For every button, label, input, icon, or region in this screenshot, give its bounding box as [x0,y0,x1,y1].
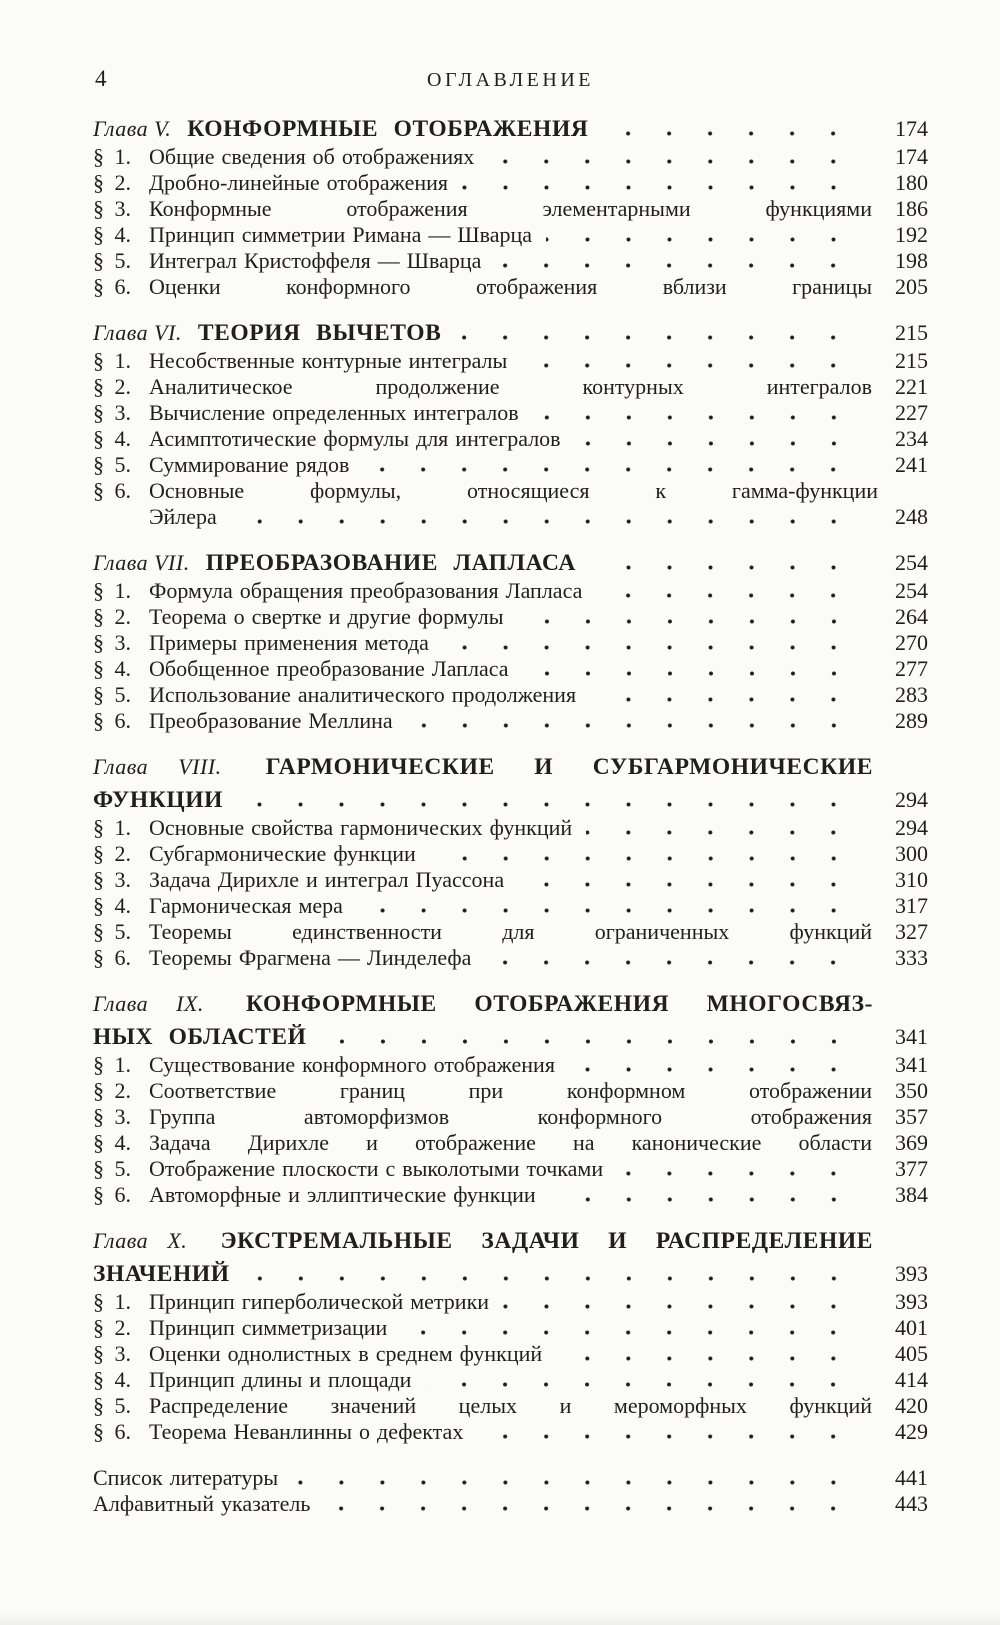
entry-title: Несобственные контурные интегралы [149,348,508,373]
section-mark: § 2. [93,170,131,195]
chapter-heading-line [93,1022,928,1052]
chapter-heading-line [93,318,928,348]
entry-title: Основные формулы, относящиеся к гамма-функции [149,478,878,503]
section-mark: § 4. [93,1367,131,1392]
toc-entry [93,1052,928,1078]
toc-entry [93,867,928,893]
entry-page-number: 270 [895,630,928,655]
chapter-heading-line [93,1226,928,1259]
chapter-number: Глава V. [93,116,172,141]
toc-entry [93,841,928,867]
toc-extra-entry [93,1491,928,1517]
chapter-page-number: 393 [895,1261,928,1286]
entry-title: Соответствие границ при конформном отображении [149,1078,872,1103]
entry-page-number: 350 [895,1078,928,1103]
entry-title: Принцип гиперболической метрики [149,1289,490,1314]
toc-entry [93,248,928,274]
chapter-title: ПРЕОБРАЗОВАНИЕ ЛАПЛАСА [205,550,576,576]
chapter-page-number: 341 [895,1024,928,1049]
dot-leader [430,856,872,861]
section-mark: § 2. [93,604,131,629]
section-mark: § 5. [93,919,131,944]
chapter-title: ЭКСТРЕМАЛЬНЫЕ ЗАДАЧИ И РАСПРЕДЕЛЕНИЕ [220,1228,874,1254]
dot-leader [546,237,872,242]
entry-page-number: 198 [895,248,928,273]
chapter-heading-line [93,114,928,144]
dot-leader [590,565,872,570]
toc-entry [93,144,928,170]
dot-leader [533,415,872,420]
section-mark: § 5. [93,1156,131,1181]
section-mark: § 4. [93,222,131,247]
section-mark: § 4. [93,1130,131,1155]
entry-page-number: 205 [895,274,928,299]
chapter-title: ГАРМОНИЧЕСКИЕ И СУБГАРМОНИЧЕСКИЕ [265,754,873,780]
dot-leader [425,1382,872,1387]
dot-leader [321,1039,872,1044]
entry-title: Субгармонические функции [149,841,416,866]
toc-chapter [93,989,928,1208]
entry-page-number: 227 [895,400,928,425]
section-mark: § 5. [93,452,131,477]
toc-entry [93,1130,928,1156]
entry-title: Примеры применения метода [149,630,429,655]
entry-title: Асимптотические формулы для интегралов [149,426,561,451]
entry-page-number: 277 [895,656,928,681]
dot-leader [586,830,872,835]
chapter-title: ТЕОРИЯ ВЫЧЕТОВ [197,320,442,346]
section-mark: § 2. [93,1315,131,1340]
entry-title: Теорема о свертке и другие формулы [149,604,504,629]
section-mark: § 4. [93,656,131,681]
toc-entry [93,400,928,426]
dot-leader [503,1304,872,1309]
toc-entry [93,196,928,222]
chapter-heading-line [93,989,928,1022]
dot-leader [518,882,872,887]
entry-page-number: 215 [895,348,928,373]
entry-title: Дробно-линейные отображения [149,170,449,195]
toc-extra-entry [93,1465,928,1491]
toc-entry [93,222,928,248]
entry-title: Основные свойства гармонических функций [149,815,573,840]
chapter-title-continued: ЗНАЧЕНИЙ [93,1261,230,1287]
page-header [93,64,928,96]
section-mark: § 3. [93,1341,131,1366]
entry-page-number: 369 [895,1130,928,1155]
chapter-page-number: 215 [895,320,928,345]
section-mark: § 1. [93,1289,131,1314]
chapter-title-continued: НЫХ ОБЛАСТЕЙ [93,1024,307,1050]
entry-title: Распределение значений целых и мероморфных функций [149,1393,872,1418]
section-mark: § 4. [93,426,131,451]
entry-page-number: 420 [895,1393,928,1418]
section-mark: § 6. [93,478,131,503]
toc-chapter [93,1226,928,1445]
table-of-contents [93,114,928,1517]
entry-page-number: 341 [895,1052,928,1077]
toc-entry [93,452,928,478]
entry-title: Теоремы Фрагмена — Линделефа [149,945,472,970]
toc-entry [93,1289,928,1315]
entry-page-number: 264 [895,604,928,629]
entry-page-number: 327 [895,919,928,944]
dot-leader [231,519,872,524]
entry-title: Отображение плоскости с выколотыми точками [149,1156,604,1181]
entry-title: Принцип длины и площади [149,1367,412,1392]
section-mark: § 6. [93,1182,131,1207]
dot-leader [485,960,872,965]
dot-leader [407,723,872,728]
section-mark: § 6. [93,708,131,733]
entry-title: Алфавитный указатель [93,1491,311,1516]
section-mark: § 1. [93,578,131,603]
entry-title: Вычисление определенных интегралов [149,400,519,425]
entry-page-number: 186 [895,196,928,221]
section-mark: § 2. [93,374,131,399]
toc-entry [93,656,928,682]
dot-leader [488,159,872,164]
dot-leader [596,593,872,598]
dot-leader [292,1480,872,1485]
dot-leader [324,1506,872,1511]
entry-page-number: 310 [895,867,928,892]
dot-leader [244,1276,872,1281]
toc-entry [93,919,928,945]
dot-leader [602,131,872,136]
entry-page-number: 384 [895,1182,928,1207]
entry-page-number: 192 [895,222,928,247]
chapter-title: КОНФОРМНЫЕ ОТОБРАЖЕНИЯ [187,116,589,142]
entry-page-number: 254 [895,578,928,603]
toc-entry [93,893,928,919]
toc-entry-line [93,478,928,504]
entry-title: Оценки однолистных в среднем функций [149,1341,543,1366]
entry-page-number: 241 [895,452,928,477]
chapter-number: Глава VI. [93,320,182,345]
toc-entry [93,1315,928,1341]
toc-entry [93,708,928,734]
entry-title: Принцип симметризации [149,1315,388,1340]
dot-leader [357,908,872,913]
chapter-number: Глава X. [93,1228,188,1253]
chapter-page-number: 174 [895,116,928,141]
scan-edge-shadow [0,1613,1000,1625]
section-mark: § 3. [93,196,131,221]
entry-page-number: 221 [895,374,928,399]
entry-title: Суммирование рядов [149,452,350,477]
entry-page-number: 377 [895,1156,928,1181]
section-mark: § 3. [93,867,131,892]
entry-title: Задача Дирихле и отображение на канонические области [149,1130,872,1155]
entry-page-number: 294 [895,815,928,840]
chapter-page-number: 254 [895,550,928,575]
toc-entry [93,1341,928,1367]
toc-entry [93,578,928,604]
toc-entry [93,1104,928,1130]
dot-leader [523,671,872,676]
section-mark: § 1. [93,815,131,840]
chapter-number: Глава VII. [93,550,190,575]
dot-leader [477,1434,872,1439]
entry-page-number: 414 [895,1367,928,1392]
entry-page-number: 401 [895,1315,928,1340]
dot-leader [521,363,872,368]
section-mark: § 5. [93,248,131,273]
toc-chapter [93,548,928,734]
toc-entry [93,374,928,400]
toc-entry-line [93,504,928,530]
dot-leader [518,619,872,624]
section-mark: § 1. [93,144,131,169]
toc-entry [93,604,928,630]
entry-page-number: 289 [895,708,928,733]
entry-title: Теоремы единственности для ограниченных функций [149,919,872,944]
entry-page-number: 180 [895,170,928,195]
chapter-heading-line [93,785,928,815]
entry-page-number: 429 [895,1419,928,1444]
entry-title: Список литературы [93,1465,279,1490]
entry-title: Формула обращения преобразования Лапласа [149,578,583,603]
toc-entry [93,426,928,452]
entry-title: Общие сведения об отображениях [149,144,475,169]
entry-title: Аналитическое продолжение контурных интегралов [149,374,872,399]
dot-leader [575,441,872,446]
section-mark: § 6. [93,945,131,970]
chapter-title-continued: ФУНКЦИИ [93,787,223,813]
chapter-heading-line [93,548,928,578]
entry-title: Группа автоморфизмов конформного отображения [149,1104,872,1129]
toc-entry [93,682,928,708]
entry-title: Конформные отображения элементарными функциями [149,196,872,221]
toc-entry [93,1182,928,1208]
entry-title: Принцип симметрии Римана — Шварца [149,222,533,247]
folio-page-number: 4 [95,66,107,91]
dot-leader [550,1197,872,1202]
section-mark: § 3. [93,400,131,425]
entry-page-number: 174 [895,144,928,169]
section-mark: § 1. [93,348,131,373]
chapter-number: Глава IX. [93,991,204,1016]
toc-entry [93,1367,928,1393]
dot-leader [495,263,872,268]
toc-entry [93,945,928,971]
entry-title-continued: Эйлера [149,504,217,529]
entry-page-number: 234 [895,426,928,451]
section-mark: § 4. [93,893,131,918]
section-mark: § 5. [93,682,131,707]
dot-leader [590,697,872,702]
chapter-heading-line [93,752,928,785]
entry-title: Автоморфные и эллиптические функции [149,1182,536,1207]
section-mark: § 3. [93,630,131,655]
entry-title: Задача Дирихле и интеграл Пуассона [149,867,505,892]
entry-title: Теорема Неванлинны о дефектах [149,1419,464,1444]
section-mark: § 2. [93,841,131,866]
entry-page-number: 300 [895,841,928,866]
toc-chapter [93,318,928,530]
entry-title: Существование конформного отображения [149,1052,555,1077]
dot-leader [455,335,872,340]
toc-entry [93,1393,928,1419]
entry-page-number: 441 [895,1465,928,1490]
entry-title: Гармоническая мера [149,893,343,918]
dot-leader [443,645,872,650]
entry-title: Использование аналитического продолжения [149,682,577,707]
toc-entry [93,1078,928,1104]
section-mark: § 6. [93,1419,131,1444]
dot-leader [401,1330,872,1335]
entry-page-number: 357 [895,1104,928,1129]
toc-entry [93,630,928,656]
entry-page-number: 443 [895,1491,928,1516]
dot-leader [462,185,872,190]
entry-page-number: 333 [895,945,928,970]
dot-leader [569,1067,872,1072]
dot-leader [617,1171,872,1176]
toc-chapter [93,752,928,971]
running-title: ОГЛАВЛЕНИЕ [427,69,594,91]
chapter-heading-line [93,1259,928,1289]
entry-page-number: 405 [895,1341,928,1366]
toc-entry [93,348,928,374]
dot-leader [556,1356,872,1361]
entry-page-number: 393 [895,1289,928,1314]
section-mark: § 6. [93,274,131,299]
toc-entry [93,1156,928,1182]
section-mark: § 1. [93,1052,131,1077]
entry-title: Оценки конформного отображения вблизи границы [149,274,872,299]
toc-chapter [93,114,928,300]
text-column [93,64,928,1517]
entry-title: Преобразование Меллина [149,708,393,733]
toc-entry [93,1419,928,1445]
chapter-page-number: 294 [895,787,928,812]
entry-page-number: 283 [895,682,928,707]
toc-entry [93,815,928,841]
section-mark: § 5. [93,1393,131,1418]
entry-page-number: 317 [895,893,928,918]
entry-page-number: 248 [895,504,928,529]
section-mark: § 2. [93,1078,131,1103]
dot-leader [237,802,872,807]
toc-entry [93,274,928,300]
dot-leader [363,467,872,472]
entry-title: Интеграл Кристоффеля — Шварца [149,248,482,273]
section-mark: § 3. [93,1104,131,1129]
entry-title: Обобщенное преобразование Лапласа [149,656,509,681]
toc-entry [93,170,928,196]
chapter-number: Глава VIII. [93,754,222,779]
chapter-title: КОНФОРМНЫЕ ОТОБРАЖЕНИЯ МНОГОСВЯЗ- [245,991,873,1017]
